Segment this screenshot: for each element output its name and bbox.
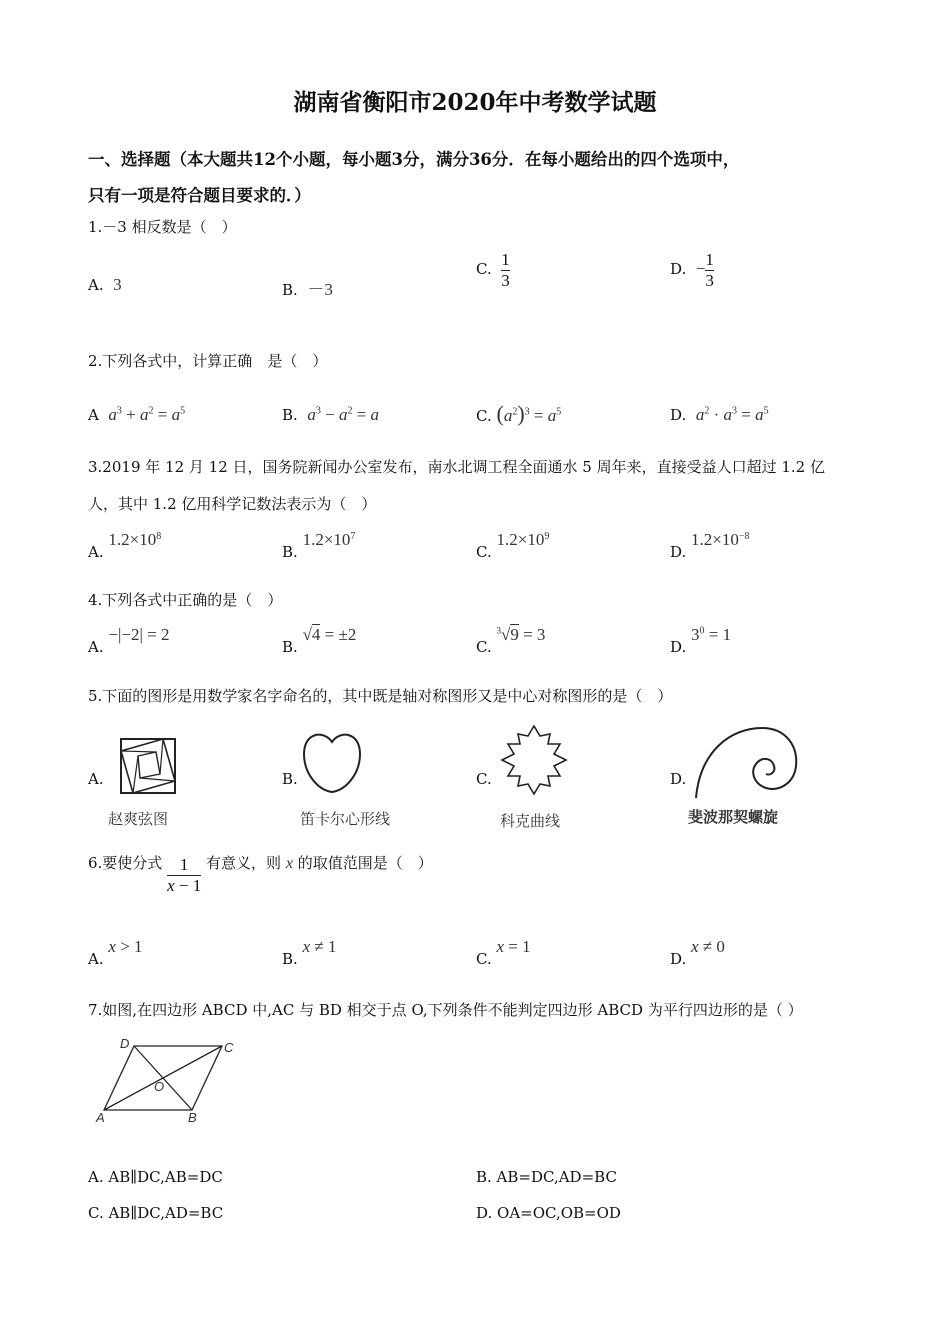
- option-label: C.: [476, 638, 492, 656]
- q7-option-d[interactable]: D. OA=OC,OB=OD: [476, 1204, 621, 1222]
- point-label-d: D: [120, 1036, 130, 1051]
- option-label: D.: [670, 406, 687, 424]
- q6-option-b[interactable]: [282, 937, 337, 968]
- q1-option-d[interactable]: [670, 250, 714, 290]
- question-4-stem: 4.下列各式中正确的是（ ）: [88, 591, 283, 609]
- exponent: −8: [738, 531, 750, 542]
- q2-option-c[interactable]: [476, 401, 561, 427]
- question-1-stem: 1.－3 相反数是（ ）: [88, 218, 237, 236]
- math-expression: $a^2 \cdot a^3 = a^5$: [695, 405, 769, 424]
- numerator: 1: [179, 855, 189, 874]
- q4-option-a[interactable]: [88, 625, 170, 656]
- question-5-stem: 5.下面的图形是用数学家名字命名的，其中既是轴对称图形又是中心对称图形的是（ ）: [88, 687, 673, 705]
- q2-option-b[interactable]: [282, 405, 379, 425]
- point-label-b: B: [188, 1110, 197, 1125]
- stem-text: 6.要使分式: [88, 854, 163, 872]
- option-label: D.: [670, 260, 687, 279]
- math-expression: √4 = ±2: [302, 625, 357, 644]
- math-expression: −|−2| = 2: [108, 625, 170, 644]
- option-label: C.: [476, 260, 492, 279]
- koch-snowflake-figure: [498, 722, 570, 798]
- fraction: [705, 250, 714, 290]
- option-label: C.: [476, 950, 492, 968]
- q6-option-c[interactable]: [476, 937, 531, 968]
- math-expression: $a^3 - a^2 = a$: [307, 405, 380, 424]
- fibonacci-spiral-figure: [690, 722, 802, 802]
- q7-option-a[interactable]: A. AB∥DC,AB=DC: [88, 1168, 223, 1186]
- question-7-stem: 7.如图,在四边形 ABCD 中,AC 与 BD 相交于点 O,下列条件不能判定四边形 ABCD 为平行四边形的是（ ）: [88, 1001, 803, 1019]
- math-expression: $a^3 + a^2 = a^5$: [108, 405, 186, 424]
- math-expression: x = 1: [496, 937, 531, 956]
- mantissa: 1.2×10: [302, 530, 351, 549]
- q6-option-d[interactable]: [670, 937, 725, 968]
- denominator: 3: [705, 270, 714, 290]
- point-label-a: A: [96, 1110, 105, 1125]
- question-6-stem: [88, 852, 433, 895]
- q5-caption-d: 斐波那契螺旋: [688, 808, 779, 826]
- q7-option-c[interactable]: C. AB∥DC,AD=BC: [88, 1204, 224, 1222]
- option-label: D.: [670, 638, 687, 656]
- math-expression: x ≠ 1: [302, 937, 337, 956]
- option-label: A.: [88, 950, 104, 968]
- point-label-o: O: [154, 1079, 165, 1094]
- minus-sign: −: [695, 259, 706, 279]
- option-value: 3: [113, 275, 122, 294]
- math-expression: x > 1: [108, 937, 143, 956]
- math-expression: $(a^2)^3 = a^5$: [496, 401, 562, 426]
- option-label: D.: [670, 950, 687, 968]
- option-label: A.: [88, 638, 104, 656]
- q5-option-b-label[interactable]: B.: [282, 770, 298, 788]
- mantissa: 1.2×10: [108, 530, 157, 549]
- option-label: C.: [476, 543, 492, 561]
- section-header-line2: 只有一项是符合题目要求的．）: [88, 186, 311, 205]
- option-label: A.: [88, 543, 104, 561]
- fraction: [167, 855, 201, 895]
- option-label: B.: [282, 281, 298, 299]
- question-3-stem-line2: 人，其中 1.2 亿用科学记数法表示为（ ）: [88, 495, 377, 513]
- denominator: 3: [501, 270, 510, 290]
- option-label: B.: [282, 406, 298, 424]
- numerator: 1: [705, 250, 714, 269]
- q7-option-b[interactable]: B. AB=DC,AD=BC: [476, 1168, 617, 1186]
- q1-option-c[interactable]: [476, 250, 510, 290]
- option-label: C.: [476, 407, 492, 425]
- fraction: [501, 250, 510, 290]
- q5-option-d-label[interactable]: D.: [670, 770, 687, 788]
- question-2-stem: 2.下列各式中，计算正确 是（ ）: [88, 352, 328, 370]
- option-label: B.: [282, 950, 298, 968]
- stem-text: 的取值范围是（ ）: [297, 854, 433, 872]
- variable: x: [285, 855, 293, 872]
- option-label: A.: [88, 276, 104, 294]
- q1-option-a[interactable]: [88, 275, 122, 295]
- q4-option-d[interactable]: [670, 625, 732, 656]
- q5-option-c-label[interactable]: C.: [476, 770, 492, 788]
- math-expression: x ≠ 0: [691, 937, 725, 956]
- zhao-shuang-diagram-figure: [118, 736, 178, 796]
- cardioid-figure: [300, 728, 364, 796]
- q3-option-c[interactable]: [476, 530, 550, 561]
- option-label: A: [88, 406, 99, 424]
- math-expression: $^3$√9 = 3: [496, 625, 546, 644]
- q5-caption-c: 科克曲线: [500, 812, 561, 830]
- parallelogram-abcd-figure: [92, 1034, 242, 1126]
- option-label: B.: [282, 543, 298, 561]
- exponent: 8: [156, 531, 162, 542]
- page-title: 湖南省衡阳市2020年中考数学试题: [293, 89, 657, 116]
- math-expression: $3^0 = 1$: [691, 625, 732, 644]
- q3-option-b[interactable]: [282, 530, 356, 561]
- exponent: 9: [544, 531, 550, 542]
- q6-option-a[interactable]: [88, 937, 143, 968]
- exponent: 7: [350, 531, 356, 542]
- mantissa: 1.2×10: [496, 530, 545, 549]
- section-header-line1: 一、选择题（本大题共12个小题，每小题3分，满分36分．在每小题给出的四个选项中，: [88, 150, 740, 169]
- stem-text: 有意义，则: [206, 854, 282, 872]
- q4-option-c[interactable]: [476, 625, 546, 656]
- q5-option-a-label[interactable]: A.: [88, 770, 104, 788]
- denominator: x − 1: [167, 875, 202, 895]
- q4-option-b[interactable]: [282, 625, 357, 656]
- point-label-c: C: [224, 1040, 234, 1055]
- q3-option-d[interactable]: [670, 530, 750, 561]
- option-label: D.: [670, 543, 687, 561]
- mantissa: 1.2×10: [691, 530, 739, 549]
- q5-caption-a: 赵爽弦图: [108, 810, 169, 828]
- q2-option-a[interactable]: [88, 405, 185, 425]
- option-label: B.: [282, 638, 298, 656]
- q2-option-d[interactable]: [670, 405, 769, 425]
- numerator: 1: [501, 250, 510, 269]
- q5-caption-b: 笛卡尔心形线: [300, 810, 391, 828]
- q1-option-b[interactable]: [282, 275, 333, 300]
- q3-option-a[interactable]: [88, 530, 162, 561]
- option-value: －3: [307, 280, 333, 299]
- question-3-stem-line1: 3.2019 年 12 月 12 日，国务院新闻办公室发布，南水北调工程全面通水 5 周年来，直接受益人口超过 1.2 亿: [88, 458, 825, 476]
